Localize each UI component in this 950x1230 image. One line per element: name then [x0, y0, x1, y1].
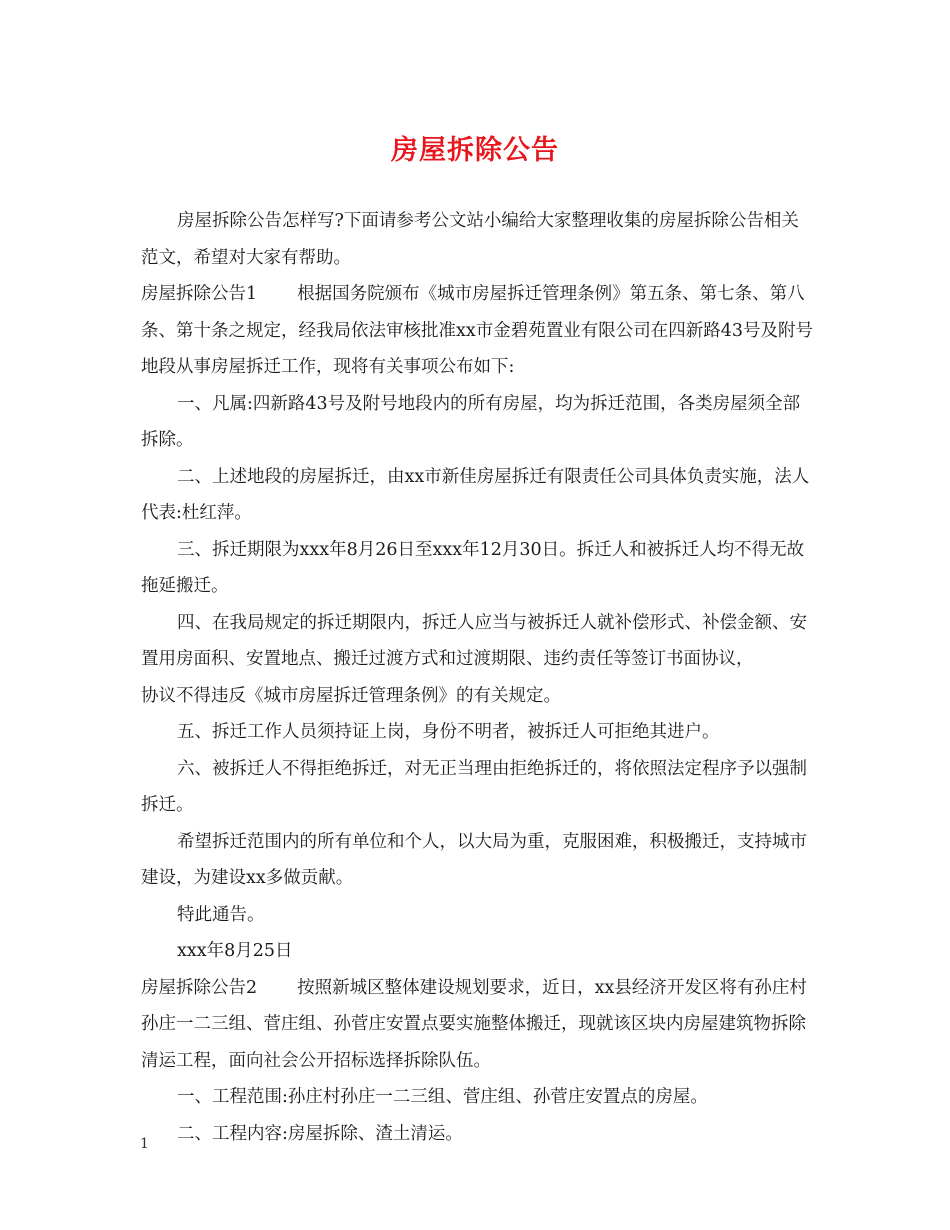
- page-number: 1: [140, 1136, 149, 1152]
- clause-5: 五、拆迁工作人员须持证上岗，身份不明者，被拆迁人可拒绝其进户。: [177, 722, 720, 742]
- clause-4-continued: 协议不得违反《城市房屋拆迁管理条例》的有关规定。: [141, 685, 561, 706]
- clause-1: 一、凡属:四新路43号及附号地段内的所有房屋，均为拆迁范围，各类房屋须全部拆除。: [141, 393, 801, 450]
- closing-paragraph: 希望拆迁范围内的所有单位和个人，以大局为重，克服困难，积极搬迁，支持城市建设，为建设xx多做贡献。: [141, 831, 807, 888]
- clause-3: 三、拆迁期限为xxx年8月26日至xxx年12月30日。拆迁人和被拆迁人均不得无故拖延搬迁。: [141, 539, 805, 596]
- notice1-paragraph: [141, 276, 813, 386]
- notice2-heading: 房屋拆除公告2: [141, 977, 258, 998]
- clause-4: 四、在我局规定的拆迁期限内，拆迁人应当与被拆迁人就补偿形式、补偿金额、安置用房面积、安置地点、搬迁过渡方式和过渡期限、违约责任等签订书面协议，: [141, 612, 807, 669]
- document-title: 房屋拆除公告: [391, 135, 559, 166]
- notice2-paragraph: [141, 970, 813, 1080]
- notice-statement: 特此通告。: [177, 904, 265, 925]
- notice1-text: 根据国务院颁布《城市房屋拆迁管理条例》第五条、第七条、第八条、第十条之规定，经我局依法审核批准xx市金碧苑置业有限公司在四新路43号及附号地段从事房屋拆迁工作，现将有关事项公布如下:: [141, 284, 814, 377]
- notice-date: xxx年8月25日: [177, 941, 293, 961]
- clause-2: 二、上述地段的房屋拆迁，由xx市新佳房屋拆迁有限责任公司具体负责实施，法人代表:杜红萍。: [141, 466, 810, 523]
- project-scope: 一、工程范围:孙庄村孙庄一二三组、菅庄组、孙菅庄安置点的房屋。: [177, 1087, 708, 1107]
- document-body: [141, 203, 813, 1152]
- clause-6: 六、被拆迁人不得拒绝拆迁，对无正当理由拒绝拆迁的，将依照法定程序予以强制拆迁。: [141, 758, 807, 815]
- notice2-text: 按照新城区整体建设规划要求，近日，xx县经济开发区将有孙庄村孙庄一二三组、菅庄组、孙菅庄安置点要实施整体搬迁，现就该区块内房屋建筑物拆除清运工程，面向社会公开招标选择拆除队伍。: [141, 977, 807, 1071]
- notice1-heading: 房屋拆除公告1: [141, 284, 258, 304]
- project-content: 二、工程内容:房屋拆除、渣土清运。: [177, 1123, 463, 1144]
- intro-paragraph: 房屋拆除公告怎样写?下面请参考公文站小编给大家整理收集的房屋拆除公告相关范文，希望对大家有帮助。: [141, 211, 799, 268]
